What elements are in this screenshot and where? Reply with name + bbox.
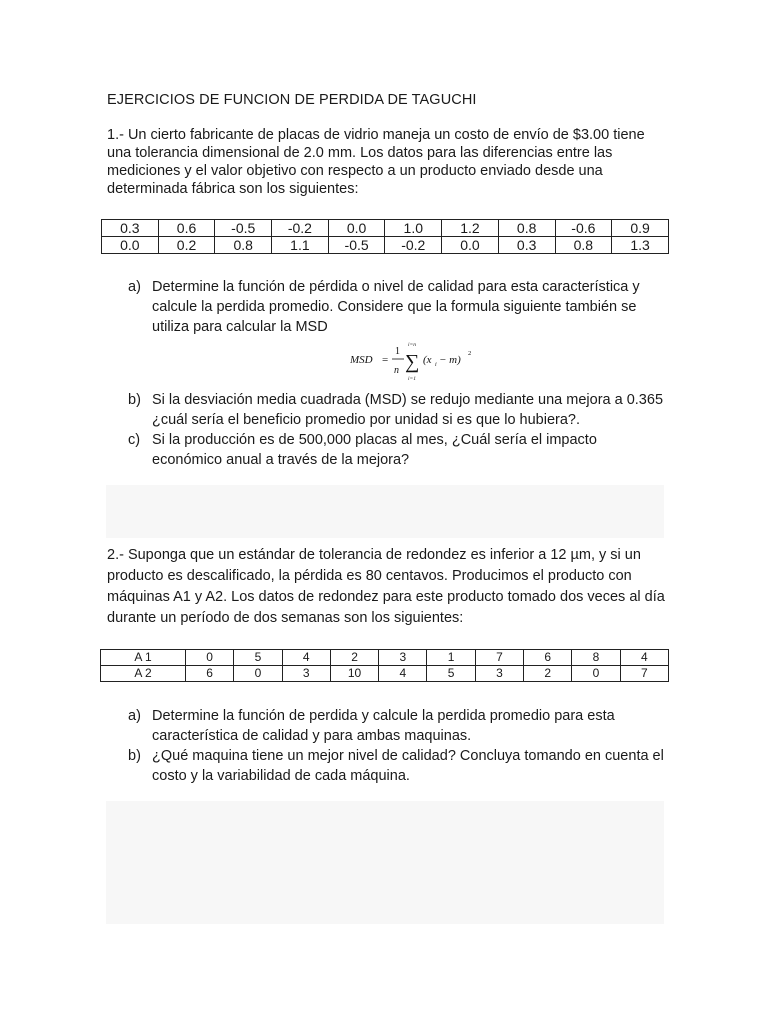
page-title: EJERCICIOS DE FUNCION DE PERDIDA DE TAGUCHI — [107, 92, 477, 108]
table-row — [102, 220, 669, 237]
exercise-1-statement: 1.- Un cierto fabricante de placas de vidrio maneja un costo de envío de $3.00 tiene una tolerancia dimensional de 2.0 mm. Los datos para las diferencias entre las mediciones y el valor objetivo con respecto a un producto enviado desde una determinada fábrica son los siguientes: — [107, 127, 645, 197]
item-marker: b) — [128, 392, 141, 408]
item-marker: a) — [128, 708, 141, 724]
formula-equals: = — [382, 354, 389, 366]
table-cell: 0.0 — [102, 237, 159, 254]
answer-space — [106, 801, 664, 924]
table-cell: 1.3 — [612, 237, 669, 254]
table-cell: 6 — [524, 650, 572, 666]
item-marker: c) — [128, 432, 141, 448]
table-cell: 0.0 — [442, 237, 499, 254]
table-cell: 7 — [620, 666, 668, 682]
table-cell: 1 — [427, 650, 475, 666]
table-cell: 3 — [379, 650, 427, 666]
formula-numerator: 1 — [395, 346, 400, 357]
table-cell: 0.6 — [158, 220, 215, 237]
list-item — [128, 706, 668, 746]
item-text: Determine la función de pérdida o nivel de calidad para esta característica y calcule la perdida promedio. Considere que la formula siguiente también se utiliza para calcular la MSD — [152, 279, 640, 335]
exercise-1-questions — [128, 277, 668, 337]
sum-lower-limit: i=1 — [408, 376, 416, 382]
table-cell: 0.9 — [612, 220, 669, 237]
table-cell: 2 — [330, 650, 378, 666]
table-cell: 1.1 — [272, 237, 329, 254]
table-cell: 4 — [282, 650, 330, 666]
table-cell: 0.8 — [498, 220, 555, 237]
table-cell: 0.0 — [328, 220, 385, 237]
table-cell: -0.6 — [555, 220, 612, 237]
table-cell: 0 — [234, 666, 282, 682]
item-text: Determine la función de perdida y calcule la perdida promedio para esta característica de calidad y para ambas maquinas. — [152, 708, 615, 744]
formula-lhs: MSD — [350, 354, 373, 366]
table-cell: 0 — [572, 666, 620, 682]
table-cell: 2 — [524, 666, 572, 682]
table-row — [101, 650, 669, 666]
row-header: A 1 — [101, 650, 186, 666]
table-cell: 10 — [330, 666, 378, 682]
sum-upper-limit: i=n — [408, 342, 416, 348]
table-cell: 4 — [379, 666, 427, 682]
table-cell: 0.8 — [215, 237, 272, 254]
formula-denominator: n — [394, 365, 399, 376]
table-cell: 6 — [186, 666, 234, 682]
list-item — [128, 390, 668, 430]
table-cell: 4 — [620, 650, 668, 666]
exercise-1-data-table — [101, 219, 669, 254]
table-row — [102, 237, 669, 254]
exercise-2-statement: 2.- Suponga que un estándar de tolerancia de redondez es inferior a 12 µm, y si un producto es descalificado, la pérdida es 80 centavos. Producimos el producto con máquinas A1 y A2. Los datos de redondez para este producto tomado dos veces al día durante un período de dos semanas son los siguientes: — [107, 547, 665, 626]
exercise-2-data-table — [100, 649, 669, 682]
table-cell: 0.8 — [555, 237, 612, 254]
item-marker: b) — [128, 748, 141, 764]
list-item — [128, 746, 668, 786]
table-cell: 1.2 — [442, 220, 499, 237]
exercise-2-questions — [128, 706, 668, 786]
table-cell: -0.2 — [385, 237, 442, 254]
row-header: A 2 — [101, 666, 186, 682]
item-text: Si la producción es de 500,000 placas al mes, ¿Cuál sería el impacto económico anual a través de la mejora? — [152, 432, 597, 468]
table-cell: 0.2 — [158, 237, 215, 254]
table-cell: 5 — [234, 650, 282, 666]
sigma-icon: ∑ — [405, 351, 420, 373]
formula-term: (x — [423, 354, 432, 366]
table-cell: 0.3 — [102, 220, 159, 237]
table-cell: 3 — [282, 666, 330, 682]
list-item — [128, 430, 668, 470]
table-cell: 0 — [186, 650, 234, 666]
formula-term-rest: − m) — [439, 354, 461, 366]
table-cell: -0.5 — [215, 220, 272, 237]
msd-formula — [350, 340, 480, 384]
table-cell: 3 — [475, 666, 523, 682]
answer-space — [106, 485, 664, 538]
item-marker: a) — [128, 279, 141, 295]
table-cell: 1.0 — [385, 220, 442, 237]
table-cell: -0.2 — [272, 220, 329, 237]
item-text: ¿Qué maquina tiene un mejor nivel de calidad? Concluya tomando en cuenta el costo y la variabilidad de cada máquina. — [152, 748, 664, 784]
table-cell: 8 — [572, 650, 620, 666]
list-item — [128, 277, 668, 337]
item-text: Si la desviación media cuadrada (MSD) se redujo mediante una mejora a 0.365 ¿cuál sería el beneficio promedio por unidad si es que lo hubiera?. — [152, 392, 664, 428]
table-row — [101, 666, 669, 682]
table-cell: 5 — [427, 666, 475, 682]
table-cell: -0.5 — [328, 237, 385, 254]
table-cell: 7 — [475, 650, 523, 666]
exercise-1-questions-continued — [128, 390, 668, 470]
table-cell: 0.3 — [498, 237, 555, 254]
formula-exponent: 2 — [468, 350, 472, 357]
formula-subscript: i — [435, 362, 437, 368]
